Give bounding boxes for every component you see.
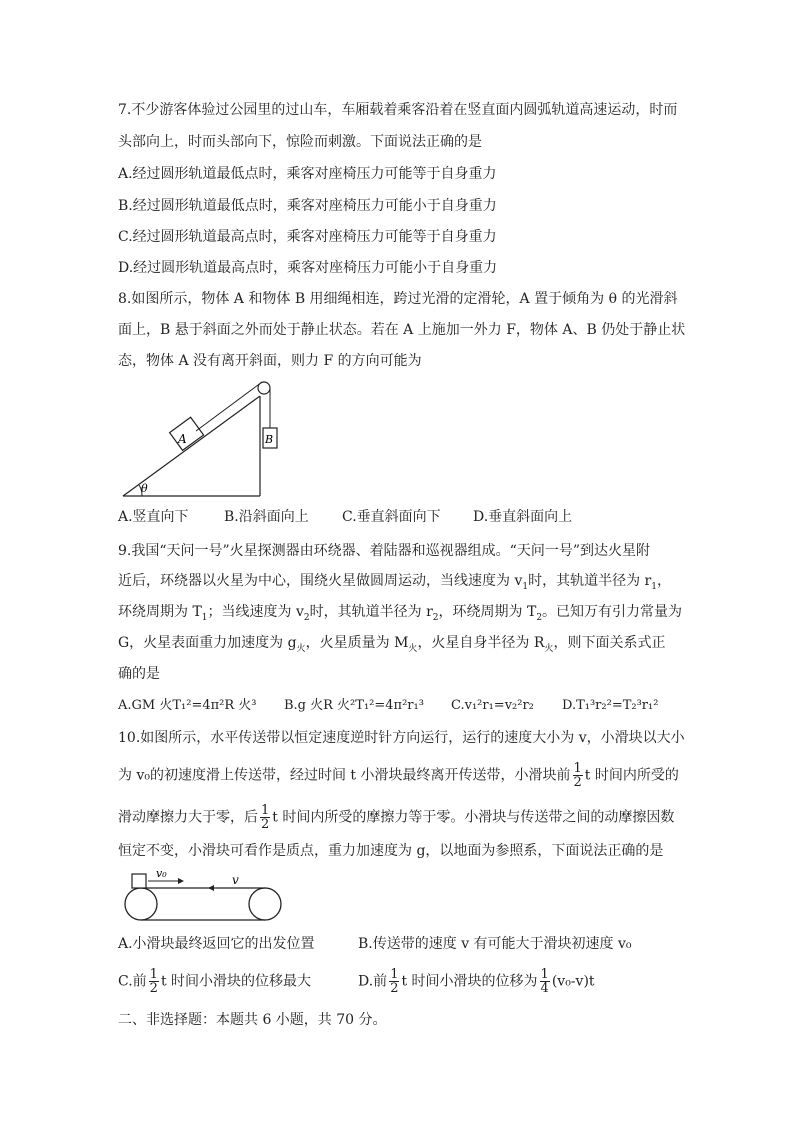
q9-option-a: A.GM 火T₁²=4π²R 火³ (118, 698, 257, 713)
q7-stem-line2: 头部向上，时而头部向下，惊险而刺激。下面说法正确的是 (118, 134, 482, 150)
q8-pulley-icon (258, 382, 270, 394)
q8-block-a-label: A (178, 432, 187, 446)
q10-stem-line1: 10.如图所示，水平传送带以恒定速度逆时针方向运行，运行的速度大小为 v，小滑块以大小 (118, 730, 685, 746)
q10-stem-line4: 恒定不变，小滑块可看作是质点，重力加速度为 g，以地面为参照系，下面说法正确的是 (118, 843, 664, 859)
q7-stem-line1: 7.不少游客体验过公园里的过山车，车厢载着乘客沿着在竖直面内圆弧轨道高速运动，时而 (118, 102, 678, 118)
q10-half-fraction: $\frac{1}{2}$ (149, 967, 158, 996)
q10-v0-arrow-icon (178, 878, 184, 884)
q10-half-fraction: $\frac{1}{2}$ (261, 803, 270, 832)
q8-option-a: A.竖直向下 (118, 509, 189, 525)
q9-option-b: B.g 火R 火²T₁²=4π²r₁³ (284, 698, 424, 713)
q9-option-c: C.v₁²r₁=v₂²r₂ (451, 698, 534, 713)
q10-half-fraction: $\frac{1}{2}$ (573, 761, 582, 790)
q9-stem-line1: 9.我国“天问一号”火星探测器由环绕器、着陆器和巡视器组成。“天问一号”到达火星附 (118, 543, 650, 559)
q9-stem-line3: 环绕周期为 $T_1$；当线速度为 $v_2$时，其轨道半径为 $r_2$，环绕周期为 $T_2$。已知万有引力常量为 (118, 604, 683, 623)
q10-option-b: B.传送带的速度 v 有可能大于滑块初速度 v₀ (358, 936, 632, 952)
q9-stem-line5: 确的是 (118, 666, 160, 682)
q8-option-b: B.沿斜面向上 (224, 509, 309, 525)
q8-incline-figure (118, 378, 288, 500)
q10-stem-line3: 滑动摩擦力大于零，后 $\frac{1}{2}$ t 时间内所受的摩擦力等于零。小滑块与传送带之间的动摩擦因数 (118, 803, 675, 832)
q8-block-b-label: B (265, 433, 274, 446)
q10-half-fraction: $\frac{1}{2}$ (390, 967, 399, 996)
q10-stem-line2: 为 v₀的初速度滑上传送带，经过时间 t 小滑块最终离开传送带，小滑块前 $\frac{1}{2}$ t 时间内所受的 (118, 761, 679, 790)
q10-conveyor-figure (118, 866, 290, 926)
q9-option-d: D.T₁³r₂²=T₂³r₁² (562, 698, 659, 713)
q10-slider-block (132, 874, 146, 888)
q8-option-c: C.垂直斜面向下 (342, 509, 441, 525)
q8-theta-label: θ (141, 482, 148, 495)
q10-v-label: v (232, 873, 239, 887)
q10-v0-label: v₀ (156, 867, 167, 880)
q7-option-c: C.经过圆形轨道最高点时，乘客对座椅压力可能等于自身重力 (118, 229, 497, 245)
q10-v-arrow-icon (208, 885, 214, 891)
section2-heading: 二、非选择题：本题共 6 小题，共 70 分。 (118, 1012, 387, 1028)
q10-quarter-fraction: $\frac{1}{4}$ (540, 967, 549, 996)
q10-option-c: C.前 $\frac{1}{2}$ t 时间小滑块的位移最大 (118, 967, 312, 996)
q10-option-a: A.小滑块最终返回它的出发位置 (118, 936, 315, 952)
q10-option-d: D.前 $\frac{1}{2}$ t 时间小滑块的位移为 $\frac{1}{4}$ (v₀-v)t (358, 967, 595, 996)
q8-option-d: D.垂直斜面向上 (473, 509, 573, 525)
q8-stem-line2: 面上，B 悬于斜面之外而处于静止状态。若在 A 上施加一外力 F，物体 A、B 仍处于静止状 (118, 322, 686, 338)
q9-stem-line2: 近后，环绕器以火星为中心，围绕火星做圆周运动，当线速度为 $v_1$时，其轨道半径为 $r_1$， (118, 573, 671, 592)
q8-stem-line3: 态，物体 A 没有离开斜面，则力 F 的方向可能为 (118, 353, 422, 369)
q7-option-a: A.经过圆形轨道最低点时，乘客对座椅压力可能等于自身重力 (118, 166, 497, 182)
q7-option-d: D.经过圆形轨道最高点时，乘客对座椅压力可能小于自身重力 (118, 260, 498, 276)
q7-option-b: B.经过圆形轨道最低点时，乘客对座椅压力可能小于自身重力 (118, 198, 497, 214)
q9-stem-line4: G，火星表面重力加速度为 $g_火$，火星质量为 $M_火$，火星自身半径为 $R_火$，则下面关系式正 (118, 635, 666, 654)
q8-stem-line1: 8.如图所示，物体 A 和物体 B 用细绳相连，跨过光滑的定滑轮，A 置于倾角为 θ 的光滑斜 (118, 291, 678, 307)
